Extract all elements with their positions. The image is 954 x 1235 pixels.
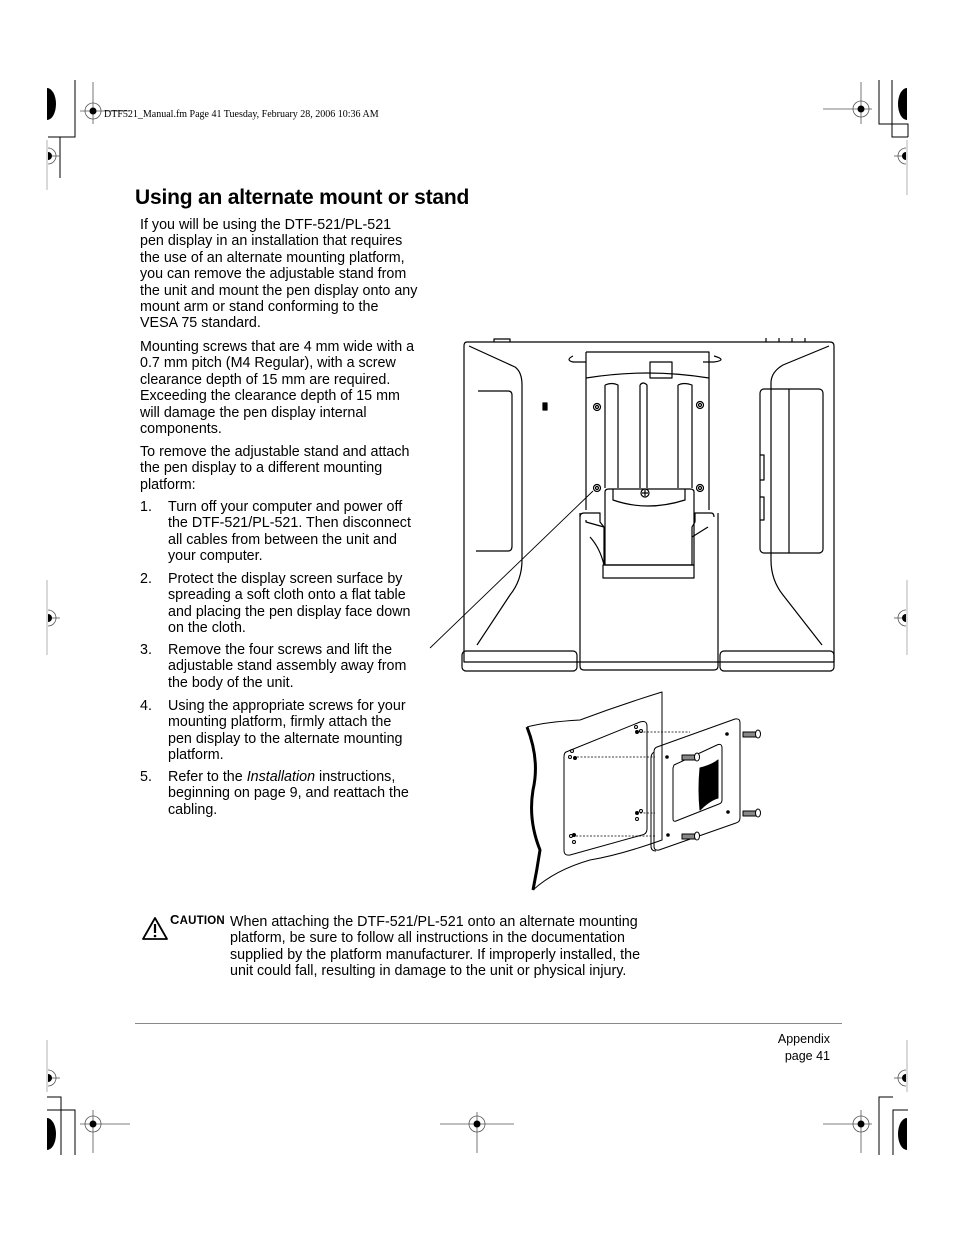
text-line: pen display to the alternate mounting <box>168 730 403 747</box>
footer-section: Appendix <box>777 1032 830 1046</box>
text-line: To remove the adjustable stand and attach <box>140 444 410 460</box>
text-line: the pen display to a different mounting <box>140 460 383 477</box>
text-line: all cables from between the unit and <box>168 531 397 548</box>
text-line <box>168 769 445 785</box>
text-line: Mounting screws that are 4 mm wide with a <box>140 339 415 355</box>
text-line: pen display in an installation that requires <box>140 233 403 250</box>
text-line: Turn off your computer and power off <box>168 499 403 515</box>
step-3 <box>140 642 445 691</box>
caution-label-rest: AUTION <box>179 915 225 927</box>
step-number: 3. <box>140 642 152 658</box>
text-fragment: Refer to the <box>168 769 247 785</box>
page-title: Using an alternate mount or stand <box>135 186 470 209</box>
text-line: supplied by the platform manufacturer. If improperly installed, the <box>230 946 641 963</box>
text-line: Using the appropriate screws for your <box>168 698 406 714</box>
text-line: the use of an alternate mounting platform, <box>140 249 405 266</box>
step-1 <box>140 499 445 565</box>
screw-spec-paragraph <box>140 339 445 437</box>
text-line: mounting platform, firmly attach the <box>168 714 392 731</box>
step-number: 5. <box>140 769 152 785</box>
text-line: the body of the unit. <box>168 674 294 691</box>
text-line: adjustable stand assembly away from <box>168 658 407 675</box>
vesa-mount-plate-illustration <box>520 690 770 900</box>
step-number: 4. <box>140 698 152 714</box>
text-line: platform, be sure to follow all instructions in the documentation <box>230 930 625 947</box>
text-line: platform: <box>140 476 196 493</box>
text-line: When attaching the DTF-521/PL-521 onto an alternate mounting <box>230 914 638 930</box>
text-line: on the cloth. <box>168 620 246 637</box>
page-footer <box>760 1031 830 1065</box>
pen-display-rear-view-illustration <box>425 335 840 680</box>
warning-triangle-icon <box>141 916 169 941</box>
intro-paragraph <box>140 217 445 332</box>
text-line: clearance depth of 15 mm are required. <box>140 371 391 388</box>
step-2 <box>140 571 445 637</box>
text-line: If you will be using the DTF-521/PL-521 <box>140 217 392 233</box>
text-line: you can remove the adjustable stand from <box>140 266 407 283</box>
text-line: your computer. <box>168 548 263 565</box>
text-line: platform. <box>168 747 224 764</box>
text-line: VESA 75 standard. <box>140 315 261 332</box>
installation-reference: Installation <box>246 769 316 785</box>
print-header: DTF521_Manual.fm Page 41 Tuesday, February 28, 2006 10:36 AM <box>104 109 379 120</box>
caution-text <box>230 914 700 980</box>
procedure-intro-paragraph <box>140 444 445 493</box>
text-fragment: instructions, <box>315 769 396 785</box>
text-line: the unit and mount the pen display onto any <box>140 282 418 299</box>
footer-page-number: page 41 <box>784 1049 830 1063</box>
text-line: Remove the four screws and lift the <box>168 642 393 658</box>
caution-label-initial: C <box>170 912 180 927</box>
step-5 <box>140 769 445 818</box>
text-line: components. <box>140 421 222 438</box>
footer-divider <box>135 1023 842 1024</box>
text-line: Protect the display screen surface by <box>168 571 403 587</box>
text-line: the DTF-521/PL-521. Then disconnect <box>168 515 411 532</box>
text-line: unit could fall, resulting in damage to the unit or physical injury. <box>230 963 627 980</box>
text-line: 0.7 mm pitch (M4 Regular), with a screw <box>140 355 396 372</box>
text-line: will damage the pen display internal <box>140 404 367 421</box>
step-number: 1. <box>140 499 152 515</box>
text-line: and placing the pen display face down <box>168 603 411 620</box>
text-line: mount arm or stand conforming to the <box>140 299 379 316</box>
text-line: Exceeding the clearance depth of 15 mm <box>140 388 400 405</box>
caution-label <box>170 912 225 927</box>
text-line: cabling. <box>168 801 218 818</box>
text-line: beginning on page 9, and reattach the <box>168 785 409 802</box>
step-number: 2. <box>140 571 152 587</box>
text-line: spreading a soft cloth onto a flat table <box>168 587 406 604</box>
step-4 <box>140 698 445 764</box>
